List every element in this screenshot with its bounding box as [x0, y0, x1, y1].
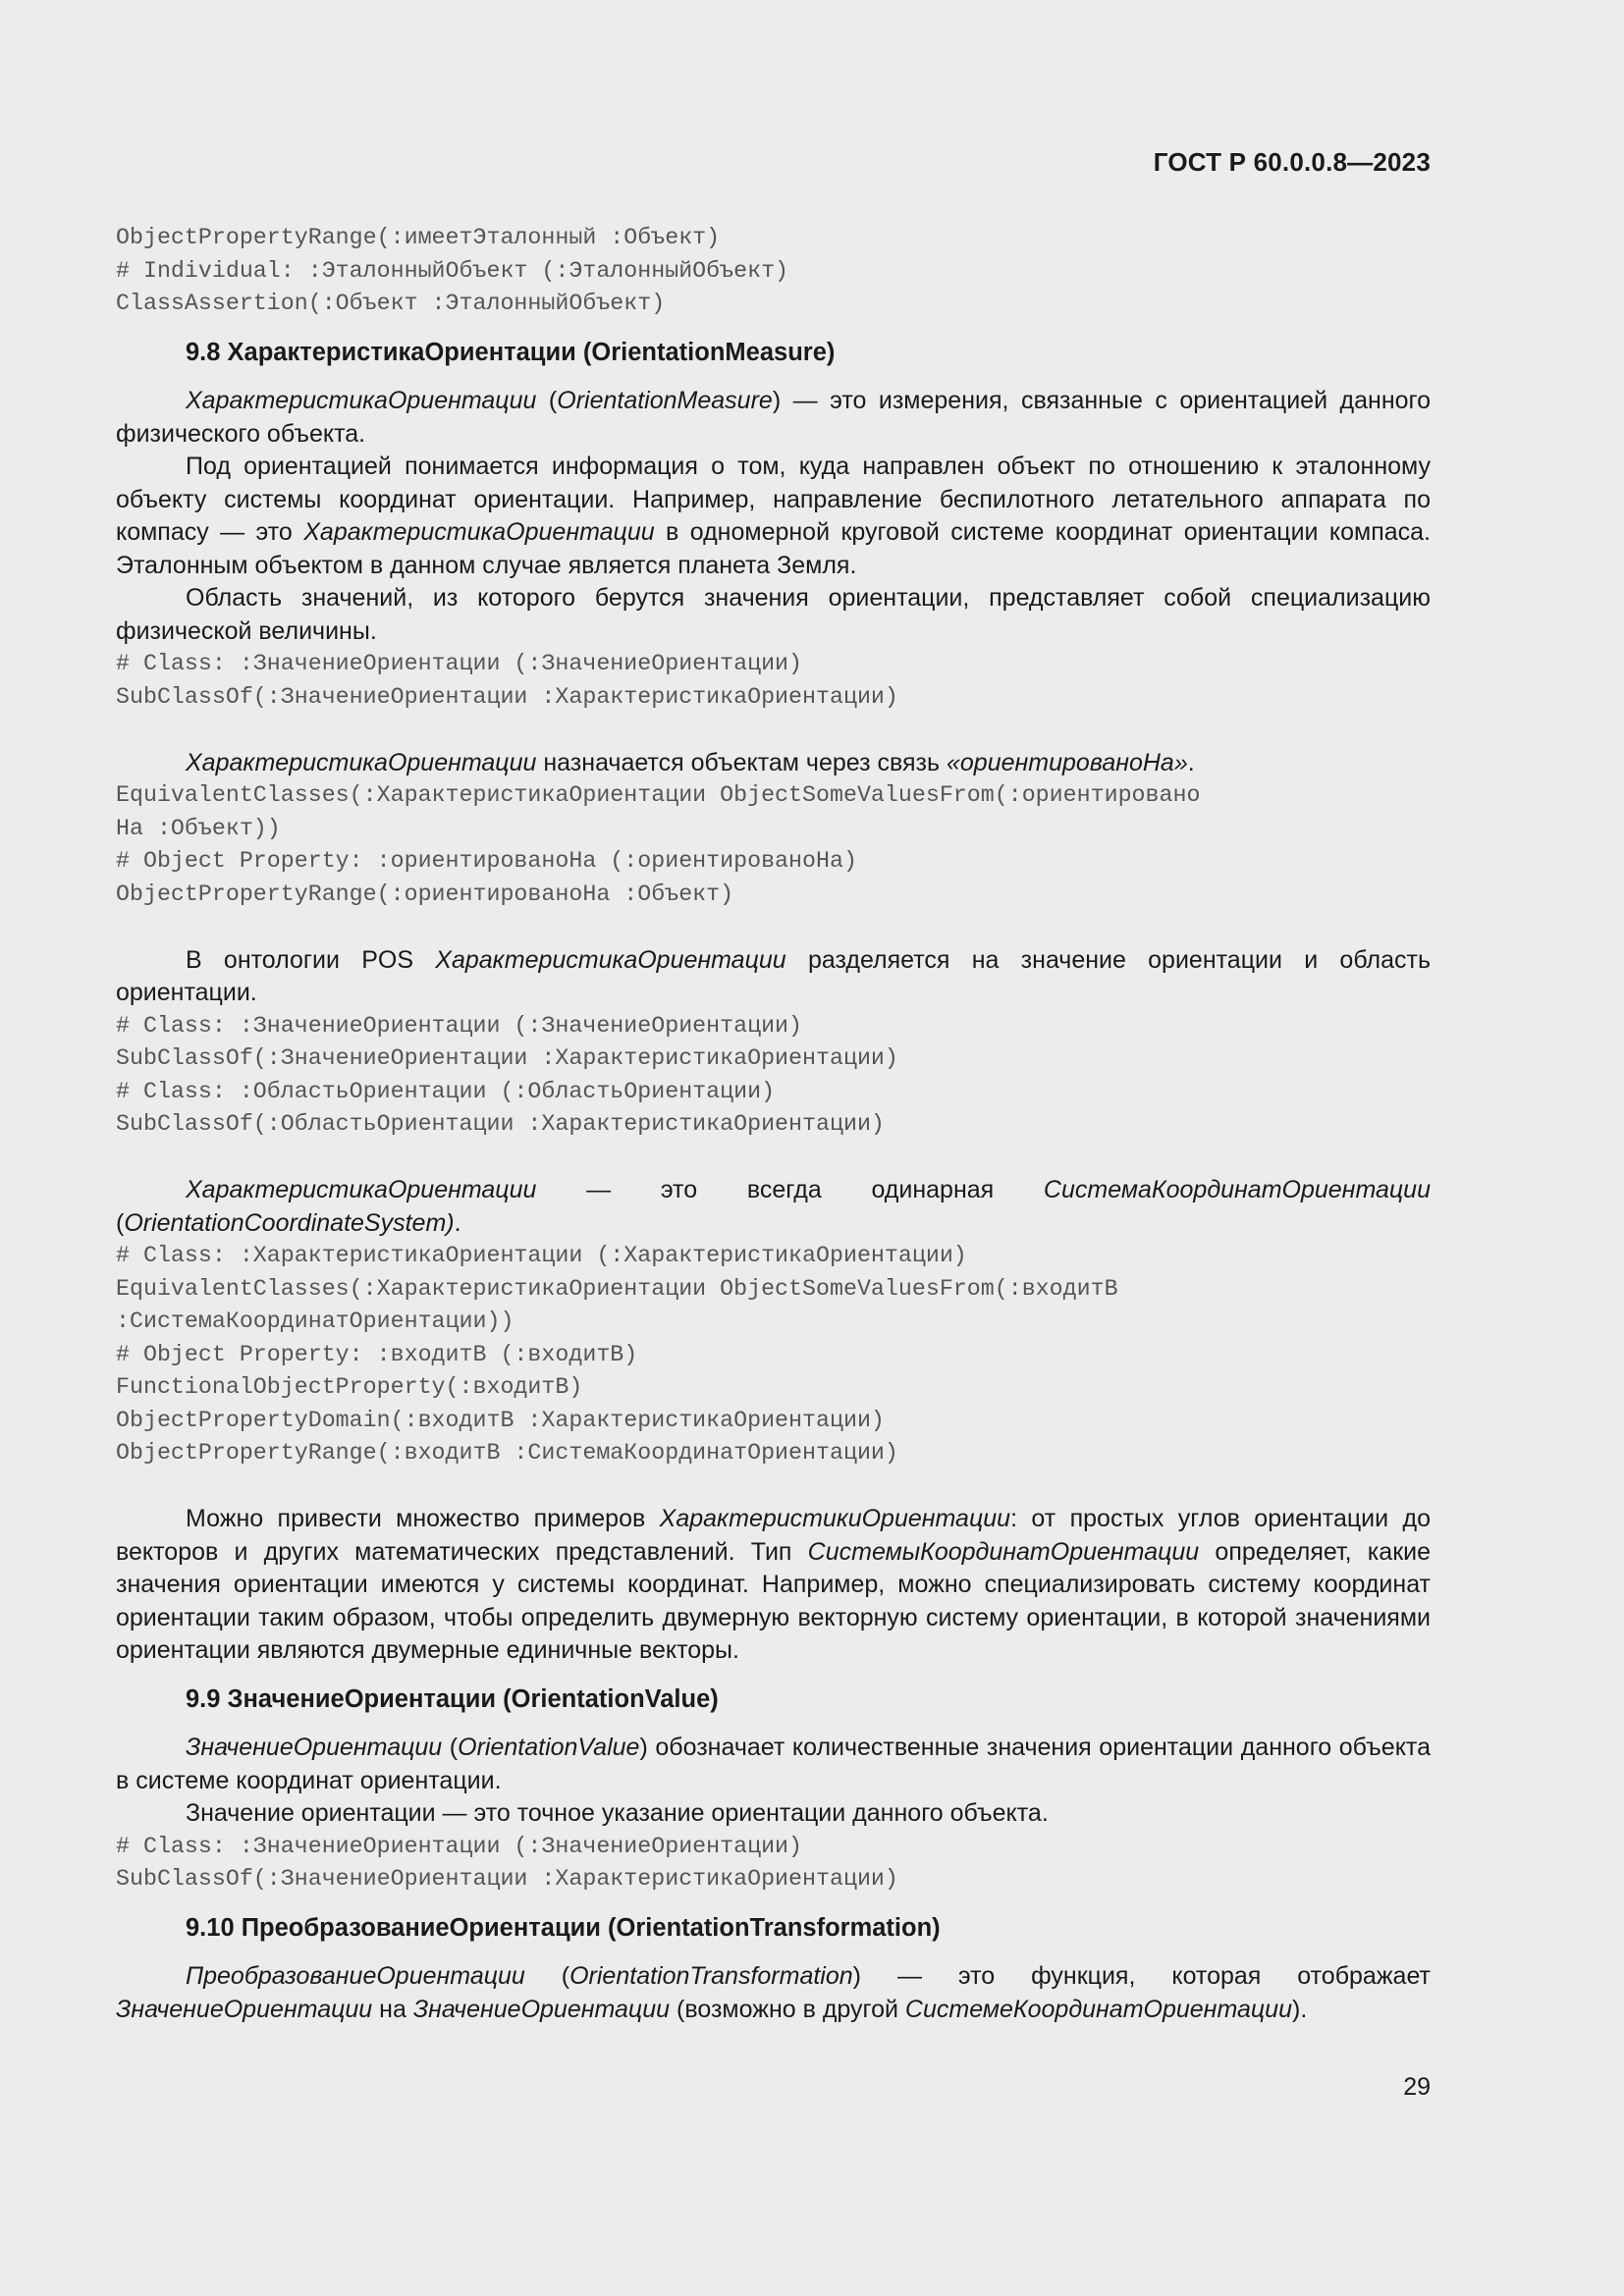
code-block: ObjectPropertyRange(:имеетЭталонный :Объект) # Individual: :ЭталонныйОбъект (:ЭталонныйОбъект) ClassAssertion(:Объект :ЭталонныйОбъект)	[116, 225, 789, 316]
document-header: ГОСТ Р 60.0.0.8—2023	[1153, 147, 1431, 177]
paragraph: Можно привести множество примеров ХарактеристикиОриентации: от простых углов ориентации до векторов и других математических представлений. Тип СистемыКоординатОриентации определяет, какие значения ориентации имеются у системы координат. Например, можно специализировать систему координат ориентации таким образом, чтобы определить двумерную векторную систему ориентации, в которой значениями ориентации являются двумерные единичные векторы.	[116, 1505, 1431, 1664]
page-content	[116, 222, 1431, 2026]
section-heading-9-8: 9.8 ХарактеристикаОриентации (OrientationMeasure)	[186, 338, 836, 366]
section-heading-9-10: 9.10 ПреобразованиеОриентации (OrientationTransformation)	[186, 1913, 941, 1942]
paragraph: ХарактеристикаОриентации — это всегда одинарная СистемаКоординатОриентации (OrientationCoordinateSystem).	[116, 1176, 1431, 1237]
code-block: EquivalentClasses(:ХарактеристикаОриентации ObjectSomeValuesFrom(:ориентировано На :Объект)) # Object Property: :ориентированоНа (:ориентированоНа) ObjectPropertyRange(:ориентированоНа :Объект)	[116, 782, 1201, 907]
paragraph: ПреобразованиеОриентации (OrientationTransformation) — это функция, которая отображает ЗначениеОриентации на ЗначениеОриентации (возможно в другой СистемеКоординатОриентации).	[116, 1962, 1431, 2023]
paragraph: Область значений, из которого берутся значения ориентации, представляет собой специализацию физической величины.	[116, 584, 1431, 645]
code-block: # Class: :ЗначениеОриентации (:ЗначениеОриентации) SubClassOf(:ЗначениеОриентации :ХарактеристикаОриентации)	[116, 651, 898, 710]
paragraph: ХарактеристикаОриентации назначается объектам через связь «ориентированоНа».	[186, 748, 1195, 776]
code-block: # Class: :ХарактеристикаОриентации (:ХарактеристикаОриентации) EquivalentClasses(:ХарактеристикаОриентации ObjectSomeValuesFrom(:входитВ :СистемаКоординатОриентации)) # Object Property: :входитВ (:входитВ) FunctionalObjectProperty(:входитВ) ObjectPropertyDomain(:входитВ :ХарактеристикаОриентации) ObjectPropertyRange(:входитВ :СистемаКоординатОриентации)	[116, 1243, 1118, 1466]
paragraph: В онтологии POS ХарактеристикаОриентации разделяется на значение ориентации и область ориентации.	[116, 945, 1431, 1006]
code-block: # Class: :ЗначениеОриентации (:ЗначениеОриентации) SubClassOf(:ЗначениеОриентации :ХарактеристикаОриентации) # Class: :ОбластьОриентации (:ОбластьОриентации) SubClassOf(:ОбластьОриентации :ХарактеристикаОриентации)	[116, 1012, 898, 1137]
paragraph: ЗначениеОриентации (OrientationValue) обозначает количественные значения ориентации данного объекта в системе координат ориентации.	[116, 1734, 1431, 1794]
code-block: # Class: :ЗначениеОриентации (:ЗначениеОриентации) SubClassOf(:ЗначениеОриентации :ХарактеристикаОриентации)	[116, 1833, 898, 1892]
paragraph: Под ориентацией понимается информация о том, куда направлен объект по отношению к эталонному объекту системы координат ориентации. Например, направление беспилотного летательного аппарата по компасу — это ХарактеристикаОриентации в одномерной круговой системе координат ориентации компаса. Эталонным объектом в данном случае является планета Земля.	[116, 453, 1431, 579]
paragraph: ХарактеристикаОриентации (OrientationMeasure) — это измерения, связанные с ориентацией данного физического объекта.	[116, 387, 1431, 448]
page-number: 29	[1403, 2073, 1431, 2101]
paragraph: Значение ориентации — это точное указание ориентации данного объекта.	[186, 1799, 1049, 1827]
section-heading-9-9: 9.9 ЗначениеОриентации (OrientationValue)	[186, 1684, 719, 1713]
